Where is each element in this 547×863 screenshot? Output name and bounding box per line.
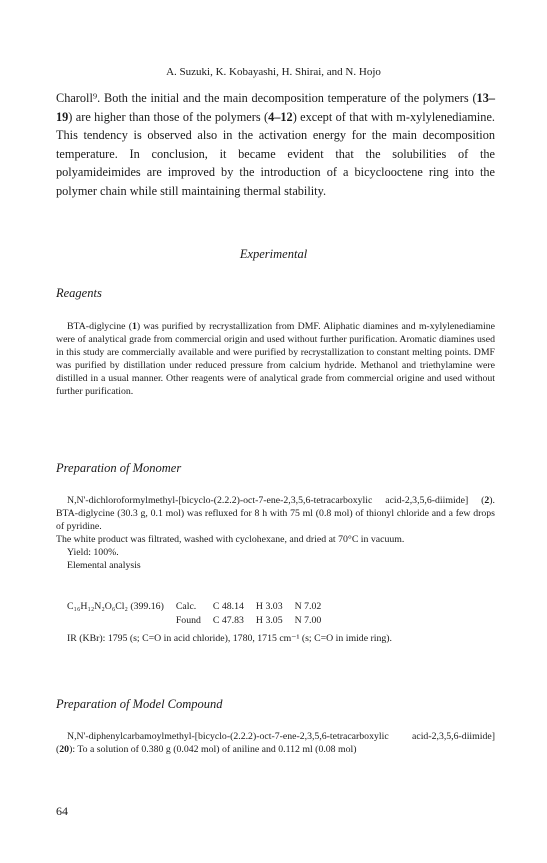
- monomer-heading: Preparation of Monomer: [56, 461, 182, 475]
- ir-paragraph: [56, 632, 495, 645]
- intro-paragraph: [56, 89, 495, 201]
- intro-text: Charoll⁹. Both the initial and the main decomposition temperature of the polymers (13–19) are higher than those of the polymers (4–12) except of that with m-xylylenediamine. This tendency is observed also in the activation energy for the main decomposition temperature. In conclusion, it became evident that the solubilities of the polyamideimides are improved by the introduction of a bicyclooctene ring into the polymer chain while still maintaining thermal stability.: [56, 91, 495, 198]
- elemental-analysis-table: [67, 600, 495, 628]
- formula: C₁₆H₁₂N₂O₆Cl₂ (399.16): [67, 601, 164, 612]
- monomer-paragraphs: [56, 494, 495, 573]
- monomer-yield: Yield: 100%.: [67, 547, 119, 559]
- running-header: A. Suzuki, K. Kobayashi, H. Shirai, and N. Hojo: [166, 66, 381, 78]
- model-heading: Preparation of Model Compound: [56, 697, 223, 711]
- monomer-ea-label: Elemental analysis: [67, 560, 141, 572]
- page-number: 64: [56, 804, 68, 818]
- found-c: C 47.83: [212, 615, 244, 626]
- reagents-text: BTA-diglycine (1) was purified by recrystallization from DMF. Aliphatic diamines and m-xylylenediamine were of analytical grade from commercial origin and used without further purification. Aromatic diamines used in this study are commercially available and were purified by recrystallization to constant melting points. DMF was purified by distillation under reduced pressure from calcium hydride. Methanol and triethylamine were distilled in a usual manner. Other reagents were of analytical grade from commercial origine and used without further purification.: [56, 321, 495, 398]
- calc-row: [67, 600, 333, 614]
- model-text: N,N'-diphenylcarbamoylmethyl-[bicyclo-(2.2.2)-oct-7-ene-2,3,5,6-tetracarboxylic acid-2,3,5,6-diimide] (20): To a solution of 0.380 g (0.042 mol) of aniline and 0.112 ml (0.08 mol): [56, 731, 495, 756]
- reagents-heading: Reagents: [56, 286, 102, 300]
- calc-label: Calc.: [175, 601, 197, 612]
- experimental-heading: Experimental: [239, 247, 308, 261]
- monomer-para-1: N,N'-dichloroformylmethyl-[bicyclo-(2.2.2)-oct-7-ene-2,3,5,6-tetracarboxylic acid-2,3,5,6-diimide] (2). BTA-diglycine (30.3 g, 0.1 mol) was refluxed for 8 h with 75 ml (0.8 mol) of thionyl chloride and a few drops of pyridine.: [56, 495, 495, 533]
- reagents-paragraph: [56, 320, 495, 399]
- monomer-para-2: The white product was filtrated, washed with cyclohexane, and dried at 70°C in vacuum.: [56, 534, 405, 546]
- found-n: N 7.00: [294, 615, 322, 626]
- found-row: [67, 614, 333, 628]
- calc-h: H 3.03: [255, 601, 283, 612]
- calc-c: C 48.14: [212, 601, 244, 612]
- ir-text: IR (KBr): 1795 (s; C=O in acid chloride), 1780, 1715 cm⁻¹ (s; C=O in imide ring).: [67, 633, 392, 644]
- found-h: H 3.05: [255, 615, 283, 626]
- calc-n: N 7.02: [294, 601, 322, 612]
- found-label: Found: [175, 615, 201, 626]
- model-paragraph: [56, 730, 495, 756]
